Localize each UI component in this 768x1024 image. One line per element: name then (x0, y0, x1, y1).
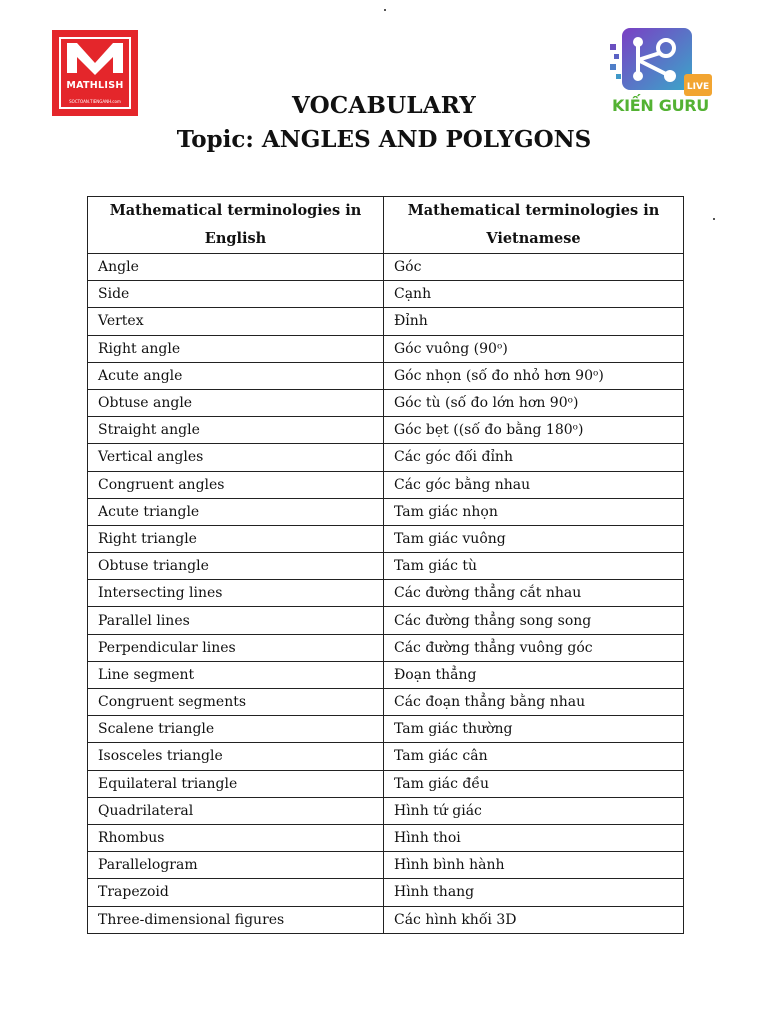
logo-brand-text: MATHLISH (66, 80, 124, 91)
term-english: Right triangle (88, 525, 384, 552)
term-english: Equilateral triangle (88, 770, 384, 797)
term-vietnamese: Đỉnh (384, 308, 684, 335)
term-vietnamese: Góc (384, 254, 684, 281)
table-row (88, 389, 684, 416)
term-english: Trapezoid (88, 879, 384, 906)
term-english: Quadrilateral (88, 797, 384, 824)
table-row (88, 879, 684, 906)
term-vietnamese: Tam giác cân (384, 743, 684, 770)
term-vietnamese: Góc vuông (90ᵒ) (384, 335, 684, 362)
term-english: Scalene triangle (88, 716, 384, 743)
table-row (88, 498, 684, 525)
term-english: Right angle (88, 335, 384, 362)
table-row (88, 335, 684, 362)
term-vietnamese: Hình bình hành (384, 852, 684, 879)
header-vietnamese: Mathematical terminologies in Vietnamese (384, 197, 684, 254)
term-vietnamese: Góc tù (số đo lớn hơn 90ᵒ) (384, 389, 684, 416)
table-row (88, 716, 684, 743)
table-row (88, 525, 684, 552)
term-vietnamese: Hình tứ giác (384, 797, 684, 824)
table-row (88, 797, 684, 824)
term-vietnamese: Các đường thẳng cắt nhau (384, 580, 684, 607)
term-vietnamese: Các đường thẳng song song (384, 607, 684, 634)
term-vietnamese: Các đoạn thẳng bằng nhau (384, 689, 684, 716)
table-row (88, 553, 684, 580)
term-vietnamese: Tam giác vuông (384, 525, 684, 552)
term-english: Acute triangle (88, 498, 384, 525)
term-english: Obtuse triangle (88, 553, 384, 580)
table-row (88, 362, 684, 389)
speck (713, 218, 715, 220)
table-row (88, 471, 684, 498)
term-english: Perpendicular lines (88, 634, 384, 661)
term-vietnamese: Tam giác tù (384, 553, 684, 580)
term-english: Acute angle (88, 362, 384, 389)
term-vietnamese: Các hình khối 3D (384, 906, 684, 933)
term-english: Three-dimensional figures (88, 906, 384, 933)
document-title: VOCABULARY (292, 92, 476, 119)
term-english: Vertical angles (88, 444, 384, 471)
table-row (88, 824, 684, 851)
table-row (88, 308, 684, 335)
term-vietnamese: Cạnh (384, 281, 684, 308)
term-english: Parallelogram (88, 852, 384, 879)
term-english: Vertex (88, 308, 384, 335)
table-row (88, 661, 684, 688)
term-vietnamese: Các đường thẳng vuông góc (384, 634, 684, 661)
term-english: Isosceles triangle (88, 743, 384, 770)
term-vietnamese: Tam giác thường (384, 716, 684, 743)
speck (384, 9, 386, 11)
term-english: Angle (88, 254, 384, 281)
table-row (88, 743, 684, 770)
term-english: Straight angle (88, 417, 384, 444)
vocabulary-table (87, 196, 684, 934)
table-row (88, 580, 684, 607)
table-row (88, 254, 684, 281)
term-vietnamese: Đoạn thẳng (384, 661, 684, 688)
term-english: Line segment (88, 661, 384, 688)
table-row (88, 444, 684, 471)
term-english: Congruent segments (88, 689, 384, 716)
term-vietnamese: Góc bẹt ((số đo bằng 180ᵒ) (384, 417, 684, 444)
term-vietnamese: Tam giác đều (384, 770, 684, 797)
term-english: Intersecting lines (88, 580, 384, 607)
table-row (88, 852, 684, 879)
term-vietnamese: Hình thoi (384, 824, 684, 851)
table-row (88, 281, 684, 308)
term-english: Rhombus (88, 824, 384, 851)
term-vietnamese: Các góc đối đỉnh (384, 444, 684, 471)
term-english: Obtuse angle (88, 389, 384, 416)
logo-brand-text: KIẾN GURU (612, 96, 709, 115)
header-english: Mathematical terminologies in English (88, 197, 384, 254)
term-vietnamese: Tam giác nhọn (384, 498, 684, 525)
term-english: Congruent angles (88, 471, 384, 498)
term-vietnamese: Các góc bằng nhau (384, 471, 684, 498)
table-row (88, 634, 684, 661)
table-row (88, 607, 684, 634)
table-header-row (88, 197, 684, 254)
term-vietnamese: Góc nhọn (số đo nhỏ hơn 90ᵒ) (384, 362, 684, 389)
table-row (88, 770, 684, 797)
table-row (88, 906, 684, 933)
table-body (88, 254, 684, 934)
logo-website-text: SOCTOAN.TIENGANH.com (69, 99, 121, 104)
term-english: Parallel lines (88, 607, 384, 634)
live-badge: LIVE (684, 74, 712, 96)
term-vietnamese: Hình thang (384, 879, 684, 906)
term-english: Side (88, 281, 384, 308)
table-row (88, 417, 684, 444)
document-subtitle: Topic: ANGLES AND POLYGONS (176, 126, 592, 153)
table-row (88, 689, 684, 716)
